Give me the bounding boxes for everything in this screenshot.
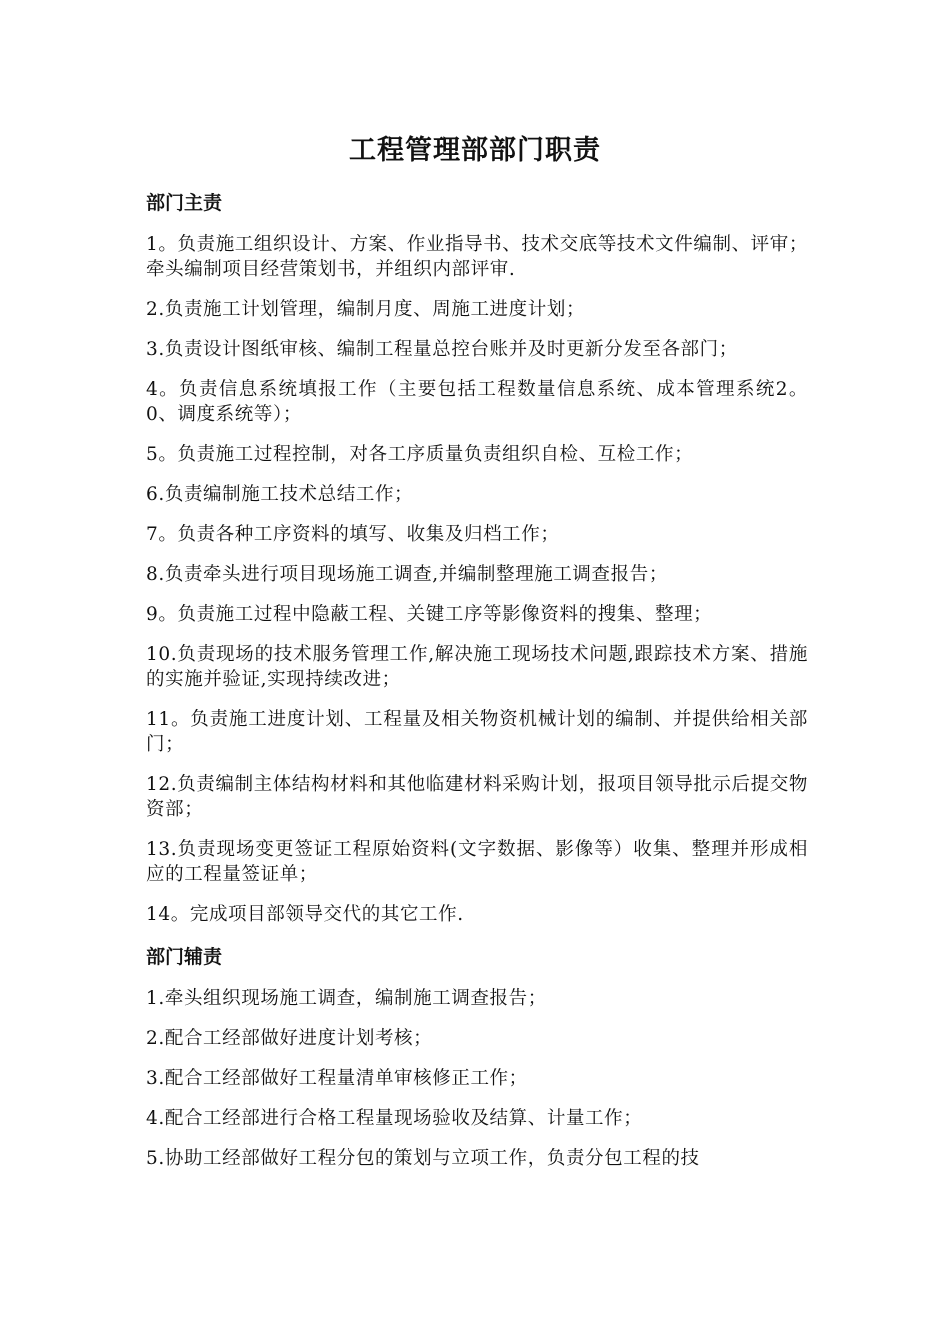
list-item: 14。完成项目部领导交代的其它工作.: [146, 904, 464, 925]
list-item: 11。负责施工进度计划、工程量及相关物资机械计划的编制、并提供给相关部门；: [146, 709, 808, 755]
list-item: 1。负责施工组织设计、方案、作业指导书、技术交底等技术文件编制、评审；牵头编制项目经营策划书，并组织内部评审.: [146, 234, 808, 280]
document-body: [146, 190, 808, 1186]
list-item: 8.负责牵头进行项目现场施工调查,并编制整理施工调查报告；: [146, 564, 668, 585]
document-title: 工程管理部部门职责: [349, 135, 601, 166]
list-item: 2.配合工经部做好进度计划考核；: [146, 1028, 433, 1049]
list-item: 4。负责信息系统填报工作（主要包括工程数量信息系统、成本管理系统2。0、调度系统等）；: [146, 379, 808, 425]
list-item: 3.配合工经部做好工程量清单审核修正工作；: [146, 1068, 528, 1089]
list-item: 10.负责现场的技术服务管理工作,解决施工现场技术问题,跟踪技术方案、措施的实施并验证,实现持续改进；: [146, 644, 808, 690]
section-primary-duties: [146, 190, 808, 927]
list-item: 3.负责设计图纸审核、编制工程量总控台账并及时更新分发至各部门；: [146, 339, 738, 360]
section-heading: 部门主责: [146, 192, 223, 214]
list-item: 5。负责施工过程控制，对各工序质量负责组织自检、互检工作；: [146, 444, 694, 465]
list-item: 5.协助工经部做好工程分包的策划与立项工作，负责分包工程的技: [146, 1148, 700, 1169]
section-secondary-duties: [146, 944, 808, 1171]
list-item: 13.负责现场变更签证工程原始资料(文字数据、影像等）收集、整理并形成相应的工程量签证单；: [146, 839, 808, 885]
list-item: 7。负责各种工序资料的填写、收集及归档工作；: [146, 524, 560, 545]
section-heading: 部门辅责: [146, 946, 223, 968]
list-item: 1.牵头组织现场施工调查，编制施工调查报告；: [146, 988, 547, 1009]
list-item: 9。负责施工过程中隐蔽工程、关键工序等影像资料的搜集、整理；: [146, 604, 713, 625]
list-item: 12.负责编制主体结构材料和其他临建材料采购计划，报项目领导批示后提交物资部；: [146, 774, 808, 820]
list-item: 2.负责施工计划管理，编制月度、周施工进度计划；: [146, 299, 586, 320]
list-item: 4.配合工经部进行合格工程量现场验收及结算、计量工作；: [146, 1108, 643, 1129]
list-item: 6.负责编制施工技术总结工作；: [146, 484, 414, 505]
